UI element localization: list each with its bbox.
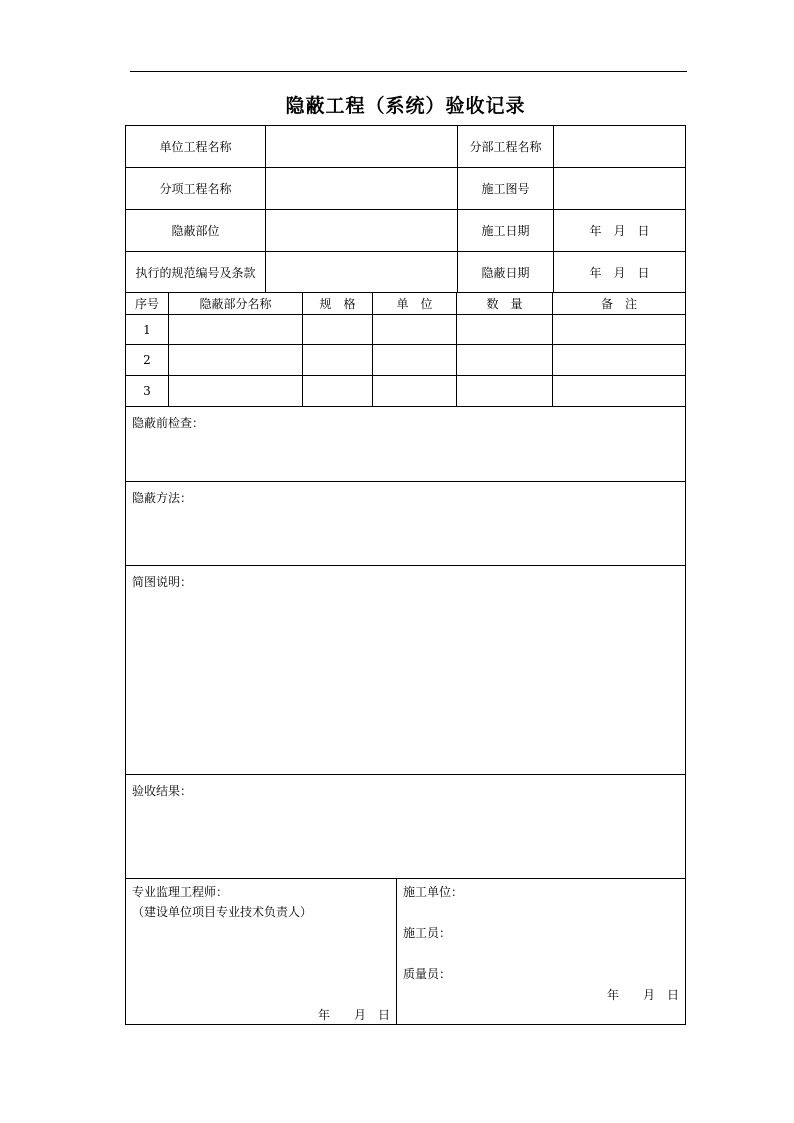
items-table-header xyxy=(126,293,685,315)
contractor-signoff[interactable] xyxy=(397,879,685,1024)
pre-check-section[interactable] xyxy=(126,407,685,482)
contractor-date: 年 月 日 xyxy=(607,988,680,1002)
item-project-label: 分项工程名称 xyxy=(126,168,266,209)
supervisor-note: （建设单位项目专业技术负责人） xyxy=(132,905,313,919)
acceptance-form xyxy=(125,125,686,1025)
row-note-field[interactable] xyxy=(553,315,685,344)
constructor-label: 施工员： xyxy=(403,926,452,940)
contractor-label: 施工单位： xyxy=(403,885,464,899)
unit-project-label: 单位工程名称 xyxy=(126,126,266,167)
concealed-date-field[interactable]: 年 月 日 xyxy=(589,265,650,280)
top-rule xyxy=(130,71,687,72)
sketch-label: 简图说明： xyxy=(132,575,193,589)
row-qty-field[interactable] xyxy=(457,345,553,375)
sub-project-label: 分部工程名称 xyxy=(458,126,554,167)
quality-label: 质量员： xyxy=(403,967,452,981)
standard-field[interactable] xyxy=(266,252,458,292)
row-qty-field[interactable] xyxy=(457,376,553,406)
row-qty-field[interactable] xyxy=(457,315,553,344)
row-spec-field[interactable] xyxy=(303,315,373,344)
signoff-section xyxy=(126,879,685,1024)
row-unit-field[interactable] xyxy=(373,315,457,344)
header-name: 隐蔽部分名称 xyxy=(169,293,303,314)
row-no: 3 xyxy=(126,376,169,406)
method-label: 隐蔽方法： xyxy=(132,491,193,505)
table-row xyxy=(126,376,685,407)
row-note-field[interactable] xyxy=(553,345,685,375)
row-no: 2 xyxy=(126,345,169,375)
method-section[interactable] xyxy=(126,482,685,566)
page-title: 隐蔽工程（系统）验收记录 xyxy=(285,95,526,117)
table-row xyxy=(126,315,685,345)
header-no: 序号 xyxy=(126,293,169,314)
standard-label: 执行的规范编号及条款 xyxy=(126,252,266,292)
info-row-unit-project xyxy=(126,126,685,168)
row-note-field[interactable] xyxy=(553,376,685,406)
header-qty: 数 量 xyxy=(457,293,553,314)
pre-check-label: 隐蔽前检查： xyxy=(132,416,205,430)
sketch-section[interactable] xyxy=(126,566,685,775)
drawing-no-label: 施工图号 xyxy=(458,168,554,209)
concealed-part-label: 隐蔽部位 xyxy=(126,210,266,251)
info-row-item-project xyxy=(126,168,685,210)
row-unit-field[interactable] xyxy=(373,376,457,406)
result-label: 验收结果： xyxy=(132,784,193,798)
info-row-standard xyxy=(126,252,685,293)
construction-date-label: 施工日期 xyxy=(458,210,554,251)
supervisor-label: 专业监理工程师： xyxy=(132,885,229,899)
table-row xyxy=(126,345,685,376)
row-name-field[interactable] xyxy=(169,315,303,344)
row-spec-field[interactable] xyxy=(303,345,373,375)
sub-project-field[interactable] xyxy=(554,126,685,167)
drawing-no-field[interactable] xyxy=(554,168,685,209)
header-spec: 规 格 xyxy=(303,293,373,314)
header-unit: 单 位 xyxy=(373,293,457,314)
concealed-part-field[interactable] xyxy=(266,210,458,251)
unit-project-field[interactable] xyxy=(266,126,458,167)
construction-date-field[interactable]: 年 月 日 xyxy=(589,224,650,238)
item-project-field[interactable] xyxy=(266,168,458,209)
row-no: 1 xyxy=(126,315,169,344)
row-name-field[interactable] xyxy=(169,376,303,406)
header-note: 备 注 xyxy=(600,297,637,311)
row-unit-field[interactable] xyxy=(373,345,457,375)
concealed-date-label: 隐蔽日期 xyxy=(458,252,554,292)
row-name-field[interactable] xyxy=(169,345,303,375)
supervisor-date: 年 月 日 xyxy=(318,1008,391,1022)
info-row-concealed-part xyxy=(126,210,685,252)
row-spec-field[interactable] xyxy=(303,376,373,406)
supervisor-signoff[interactable] xyxy=(126,879,397,1024)
result-section[interactable] xyxy=(126,775,685,879)
